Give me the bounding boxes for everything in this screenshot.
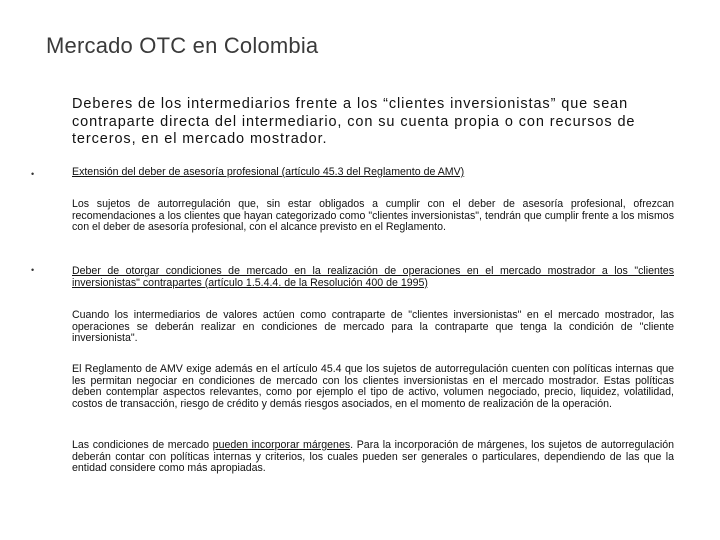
section2-paragraph-2: El Reglamento de AMV exige además en el artículo 45.4 que los sujetos de autorregulación cuenten con políticas internas que les permitan negociar en condiciones de mercado con los clientes inversionistas en el mercado mostrador. Estas políticas deben contemplar aspectos relevantes, como por ejemplo el tipo de activo, volumen negociado, precio, liquidez, volatilidad, costos de transacción, riesgo de crédito y demás riesgos asociados, en el momento de realización de la operación. [72, 363, 674, 410]
section1-paragraph: Los sujetos de autorregulación que, sin estar obligados a cumplir con el deber de asesoría profesional, ofrezcan recomendaciones a los clientes que hayan categorizado como "clientes inversionistas", tendrán que cumplir frente a los mismos con el deber de asesoría profesional, con el alcance previsto en el Reglamento. [72, 198, 674, 233]
section2-paragraph-1: Cuando los intermediarios de valores actúen como contraparte de "clientes inversionistas" en el mercado mostrador, las operaciones se deberán realizar en condiciones de mercado para la contraparte que tenga la condición de "cliente inversionista". [72, 309, 674, 344]
section2-heading: Deber de otorgar condiciones de mercado en la realización de operaciones en el mercado mostrador a los "clientes inversionistas" contrapartes (artículo 1.5.4.4. de la Resolución 400 de 1995) [72, 265, 674, 289]
section2-paragraph-3 [72, 440, 674, 475]
paragraph3-underlined-phrase: pueden incorporar márgenes [212, 439, 351, 451]
bullet-marker: • [31, 265, 35, 275]
paragraph3-text-start: Las condiciones de mercado [72, 439, 213, 451]
bullet-marker: • [31, 169, 35, 179]
section1-heading: Extensión del deber de asesoría profesional (artículo 45.3 del Reglamento de AMV) [72, 166, 465, 178]
intro-text: Deberes de los intermediarios frente a los “clientes inversionistas” que sean contraparte directa del intermediario, con su cuenta propia o con recursos de terceros, en el mercado mostrador. [72, 96, 636, 147]
slide-title: Mercado OTC en Colombia [46, 33, 319, 58]
paragraph3-text-end: . Para la incorporación de márgenes, los sujetos de autorregulación deberán contar con políticas internas y criterios, los cuales pueden ser generales o particulares, dependiendo de las que la entidad considere como más apropiadas. [72, 439, 674, 474]
